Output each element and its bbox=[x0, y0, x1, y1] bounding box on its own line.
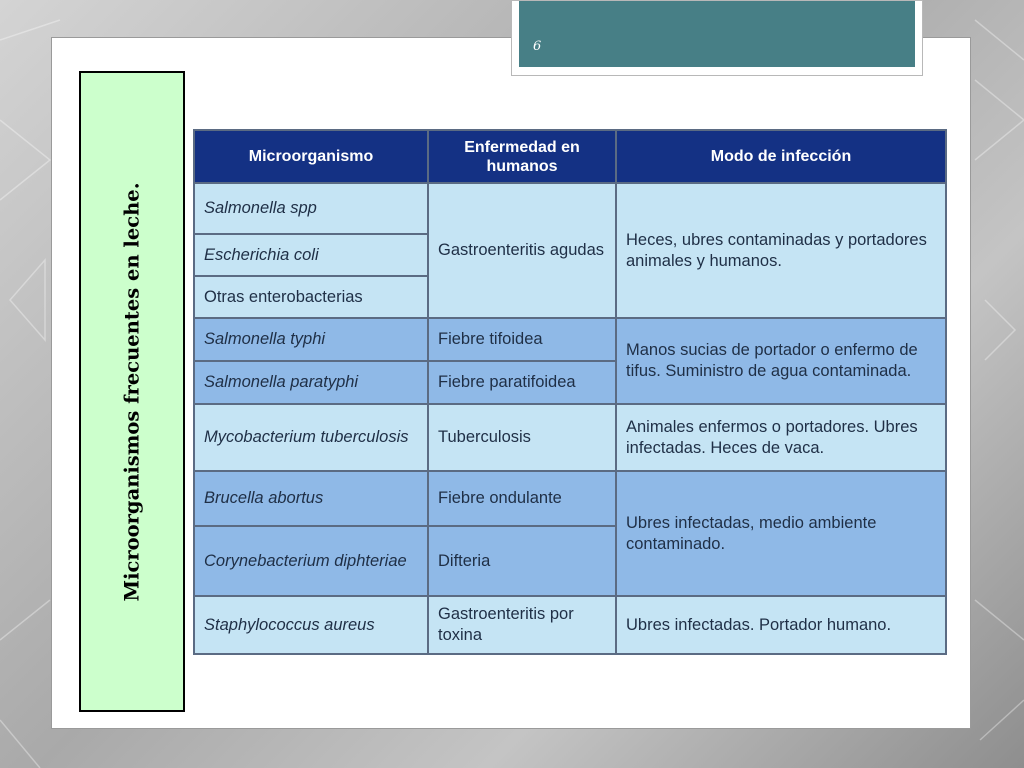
organism-cell: Brucella abortus bbox=[194, 471, 428, 526]
header-microorganismo: Microorganismo bbox=[194, 130, 428, 183]
slide-number-box bbox=[511, 0, 923, 76]
table-row bbox=[194, 596, 946, 654]
disease-cell: Fiebre paratifoidea bbox=[428, 361, 616, 404]
title-box bbox=[79, 71, 185, 712]
organism-cell: Escherichia coli bbox=[194, 234, 428, 276]
table-header-row bbox=[194, 130, 946, 183]
organism-cell: Mycobacterium tuberculosis bbox=[194, 404, 428, 471]
disease-cell: Gastroenteritis agudas bbox=[428, 183, 616, 318]
table-row bbox=[194, 404, 946, 471]
header-enfermedad: Enfermedad en humanos bbox=[428, 130, 616, 183]
table-row bbox=[194, 471, 946, 526]
slide-number-bar bbox=[519, 1, 915, 67]
slide-number: 6 bbox=[533, 39, 542, 54]
disease-cell: Fiebre tifoidea bbox=[428, 318, 616, 361]
organism-cell: Otras enterobacterias bbox=[194, 276, 428, 318]
mode-cell: Ubres infectadas. Portador humano. bbox=[616, 596, 946, 654]
mode-cell: Animales enfermos o portadores. Ubres infectadas. Heces de vaca. bbox=[616, 404, 946, 471]
disease-cell: Gastroenteritis por toxina bbox=[428, 596, 616, 654]
organism-cell: Salmonella paratyphi bbox=[194, 361, 428, 404]
organism-cell: Salmonella spp bbox=[194, 183, 428, 234]
table-row bbox=[194, 183, 946, 234]
organism-cell: Staphylococcus aureus bbox=[194, 596, 428, 654]
slide-title: Microorganismos frecuentes en leche. bbox=[120, 182, 144, 601]
disease-cell: Fiebre ondulante bbox=[428, 471, 616, 526]
header-modo-infeccion: Modo de infección bbox=[616, 130, 946, 183]
organism-cell: Salmonella typhi bbox=[194, 318, 428, 361]
organism-cell: Corynebacterium diphteriae bbox=[194, 526, 428, 596]
mode-cell: Ubres infectadas, medio ambiente contaminado. bbox=[616, 471, 946, 596]
microorganism-table bbox=[193, 129, 947, 655]
mode-cell: Heces, ubres contaminadas y portadores animales y humanos. bbox=[616, 183, 946, 318]
disease-cell: Difteria bbox=[428, 526, 616, 596]
mode-cell: Manos sucias de portador o enfermo de tifus. Suministro de agua contaminada. bbox=[616, 318, 946, 404]
table-row bbox=[194, 318, 946, 361]
disease-cell: Tuberculosis bbox=[428, 404, 616, 471]
